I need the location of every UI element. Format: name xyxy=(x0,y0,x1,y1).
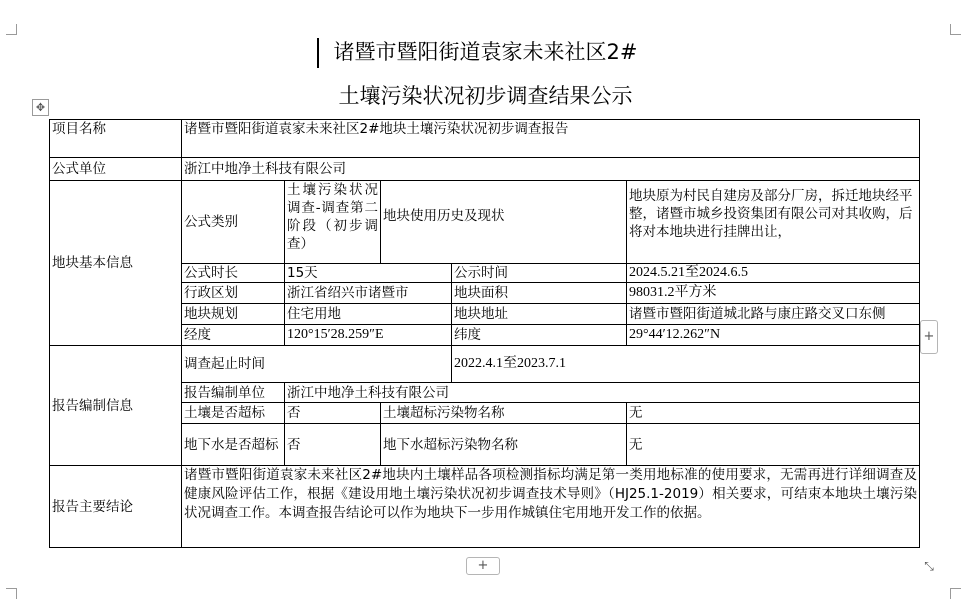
longitude-label[interactable]: 经度 xyxy=(182,325,285,346)
basic-info-label[interactable]: 地块基本信息 xyxy=(50,181,182,346)
report-unit-value[interactable]: 浙江中地净土科技有限公司 xyxy=(285,383,920,403)
history-value[interactable]: 地块原为村民自建房及部分厂房，拆迁地块经平整，诸暨市城乡投资集团有限公司对其收购，后将对本地块进行挂牌出让， xyxy=(627,181,920,264)
add-column-button[interactable]: + xyxy=(920,320,938,354)
pub-time-label[interactable]: 公示时间 xyxy=(452,264,627,283)
duration-value[interactable]: 15天 xyxy=(285,264,452,283)
conclusion-label[interactable]: 报告主要结论 xyxy=(50,466,182,548)
latitude-label[interactable]: 纬度 xyxy=(452,325,627,346)
soil-pollutant-value[interactable]: 无 xyxy=(627,403,920,424)
groundwater-pollutant-label[interactable]: 地下水超标污染物名称 xyxy=(381,424,627,466)
soil-pollutant-label[interactable]: 土壤超标污染物名称 xyxy=(381,403,627,424)
survey-period-value[interactable]: 2022.4.1至2023.7.1 xyxy=(452,346,920,383)
soil-exceed-value[interactable]: 否 xyxy=(285,403,381,424)
table-resize-icon[interactable]: ⤡ xyxy=(924,559,934,573)
conclusion-value[interactable]: 诸暨市暨阳街道袁家未来社区2#地块内土壤样品各项检测指标均满足第一类用地标准的使用要求，无需再进行详细调查及健康风险评估工作，根据《建设用地土壤污染状况初步调查技术导则》（HJ25.1-2019）相关要求，可结束本地块土壤污染状况调查工作。本调查报告结论可以作为地块下一步用作城镇住宅用地开发工作的依据。 xyxy=(182,466,920,548)
soil-exceed-label[interactable]: 土壤是否超标 xyxy=(182,403,285,424)
address-label[interactable]: 地块地址 xyxy=(452,304,627,325)
crop-mark-top-right xyxy=(950,24,961,35)
table-move-icon[interactable]: ✥ xyxy=(32,99,49,116)
report-unit-label[interactable]: 报告编制单位 xyxy=(182,383,285,403)
longitude-value[interactable]: 120°15′28.259″E xyxy=(285,325,452,346)
add-row-button[interactable]: + xyxy=(466,557,500,575)
planning-label[interactable]: 地块规划 xyxy=(182,304,285,325)
area-label[interactable]: 地块面积 xyxy=(452,283,627,304)
history-label[interactable]: 地块使用历史及现状 xyxy=(381,181,627,264)
pub-time-value[interactable]: 2024.5.21至2024.6.5 xyxy=(627,264,920,283)
duration-label[interactable]: 公式时长 xyxy=(182,264,285,283)
area-value[interactable]: 98031.2平方米 xyxy=(627,283,920,304)
publisher-value[interactable]: 浙江中地净土科技有限公司 xyxy=(182,158,920,181)
category-label[interactable]: 公式类别 xyxy=(182,181,285,264)
district-label[interactable]: 行政区划 xyxy=(182,283,285,304)
crop-mark-bottom-left xyxy=(6,588,17,599)
address-value[interactable]: 诸暨市暨阳街道城北路与康庄路交叉口东侧 xyxy=(627,304,920,325)
document-title-line-1[interactable]: 诸暨市暨阳街道袁家未来社区2# xyxy=(333,40,638,64)
groundwater-pollutant-value[interactable]: 无 xyxy=(627,424,920,466)
district-value[interactable]: 浙江省绍兴市诸暨市 xyxy=(285,283,452,304)
crop-mark-bottom-right xyxy=(950,588,961,599)
report-info-label[interactable]: 报告编制信息 xyxy=(50,346,182,466)
project-name-label[interactable]: 项目名称 xyxy=(50,120,182,158)
groundwater-exceed-label[interactable]: 地下水是否超标 xyxy=(182,424,285,466)
text-cursor xyxy=(317,38,319,68)
crop-mark-top-left xyxy=(6,24,17,35)
project-name-value[interactable]: 诸暨市暨阳街道袁家未来社区2#地块土壤污染状况初步调查报告 xyxy=(182,120,920,158)
groundwater-exceed-value[interactable]: 否 xyxy=(285,424,381,466)
category-value[interactable]: 土壤污染状况调查-调查第二阶段（初步调查） xyxy=(285,181,381,264)
info-table xyxy=(49,119,920,548)
latitude-value[interactable]: 29°44′12.262″N xyxy=(627,325,920,346)
survey-period-label[interactable]: 调查起止时间 xyxy=(182,346,452,383)
planning-value[interactable]: 住宅用地 xyxy=(285,304,452,325)
publisher-label[interactable]: 公式单位 xyxy=(50,158,182,181)
document-title-line-2[interactable]: 土壤污染状况初步调查结果公示 xyxy=(338,84,633,108)
